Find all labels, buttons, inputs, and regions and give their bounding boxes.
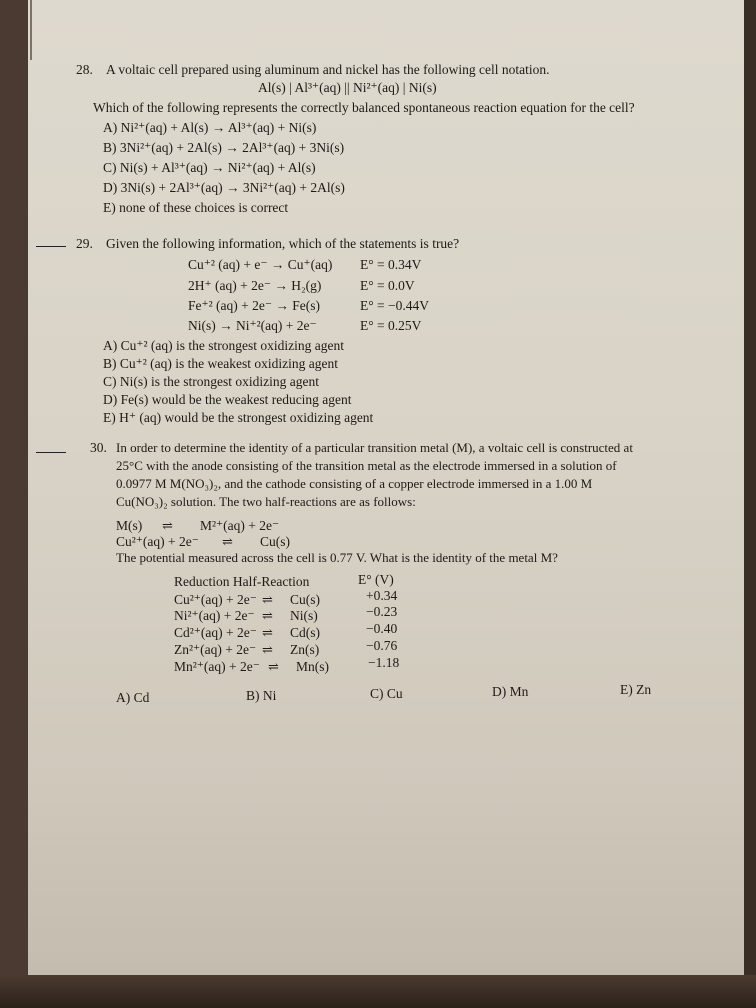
q29-reaction-4: Ni(s) → Ni⁺²(aq) + 2e⁻ — [188, 318, 317, 333]
q29-choice-d[interactable]: D) Fe(s) would be the weakest reducing agent — [103, 392, 352, 407]
table-row-cd-right: Cd(s) — [290, 625, 320, 640]
table-row-zn-e: −0.76 — [366, 638, 398, 653]
q29-potential-3: E° = −0.44V — [360, 298, 429, 313]
q30-half1-left: M(s) — [116, 518, 143, 533]
q30-choice-d[interactable]: D) Mn — [492, 684, 529, 699]
q29-choice-e[interactable]: E) H⁺ (aq) would be the strongest oxidizing agent — [103, 410, 374, 425]
q30-stem-line-1: In order to determine the identity of a particular transition metal (M), a voltaic cell is constructed at — [116, 440, 633, 455]
q30-stem-line-3: 0.0977 M M(NO₃)₂, and the cathode consisting of a copper electrode immersed in a 1.00 M — [116, 476, 593, 491]
q30-answer-blank[interactable] — [36, 452, 66, 453]
q30-choice-b[interactable]: B) Ni — [246, 688, 277, 703]
table-row-cu-left: Cu²⁺(aq) + 2e⁻ — [174, 592, 257, 607]
q28-number: 28. — [76, 62, 93, 77]
q30-potential-question: The potential measured across the cell is 0.77 V. What is the identity of the metal M? — [116, 550, 558, 565]
equilibrium-arrow-icon: ⇌ — [222, 534, 233, 549]
equilibrium-arrow-icon: ⇌ — [262, 592, 273, 607]
page-edge-shadow — [0, 0, 28, 975]
table-row-cu-e: +0.34 — [366, 588, 398, 603]
q29-choice-c[interactable]: C) Ni(s) is the strongest oxidizing agent — [103, 374, 319, 389]
table-header-potential: E° (V) — [358, 572, 394, 587]
table-row-zn-right: Zn(s) — [290, 642, 320, 657]
q29-answer-blank[interactable] — [36, 246, 66, 247]
q30-stem-line-2: 25°C with the anode consisting of the transition metal as the electrode immersed in a solution of — [116, 458, 617, 473]
table-row-mn-e: −1.18 — [368, 655, 400, 670]
table-row-mn-left: Mn²⁺(aq) + 2e⁻ — [174, 659, 260, 674]
equilibrium-arrow-icon: ⇌ — [262, 608, 273, 623]
equilibrium-arrow-icon: ⇌ — [162, 518, 173, 533]
table-row-zn-left: Zn²⁺(aq) + 2e⁻ — [174, 642, 257, 657]
equilibrium-arrow-icon: ⇌ — [262, 625, 273, 640]
q28-choice-c[interactable]: C) Ni(s) + Al³⁺(aq) → Ni²⁺(aq) + Al(s) — [103, 160, 316, 175]
table-row-cd-e: −0.40 — [366, 621, 398, 636]
q28-question: Which of the following represents the correctly balanced spontaneous reaction equation for the cell? — [93, 100, 635, 115]
q28-choice-a[interactable]: A) Ni²⁺(aq) + Al(s) → Al³⁺(aq) + Ni(s) — [103, 120, 317, 135]
table-row-cd-left: Cd²⁺(aq) + 2e⁻ — [174, 625, 257, 640]
margin-mark — [30, 0, 32, 60]
q29-potential-2: E° = 0.0V — [360, 278, 415, 293]
q28-choice-d[interactable]: D) 3Ni(s) + 2Al³⁺(aq) → 3Ni²⁺(aq) + 2Al(s) — [103, 180, 345, 195]
q29-reaction-1: Cu⁺² (aq) + e⁻ → Cu⁺(aq) — [188, 257, 333, 272]
table-row-mn-right: Mn(s) — [296, 659, 329, 674]
q30-half1-right: M²⁺(aq) + 2e⁻ — [200, 518, 280, 533]
q28-cell-notation: Al(s) | Al³⁺(aq) || Ni²⁺(aq) | Ni(s) — [258, 80, 437, 95]
q29-number: 29. — [76, 236, 93, 251]
table-row-cu-right: Cu(s) — [290, 592, 320, 607]
equilibrium-arrow-icon: ⇌ — [262, 642, 273, 657]
q30-half2-right: Cu(s) — [260, 534, 290, 549]
q29-potential-4: E° = 0.25V — [360, 318, 422, 333]
floor-background — [0, 975, 756, 1008]
q29-choice-a[interactable]: A) Cu⁺² (aq) is the strongest oxidizing agent — [103, 338, 345, 353]
table-row-ni-left: Ni²⁺(aq) + 2e⁻ — [174, 608, 255, 623]
table-header-reaction: Reduction Half-Reaction — [174, 574, 310, 589]
q30-half2-left: Cu²⁺(aq) + 2e⁻ — [116, 534, 199, 549]
equilibrium-arrow-icon: ⇌ — [268, 659, 279, 674]
q29-choice-b[interactable]: B) Cu⁺² (aq) is the weakest oxidizing agent — [103, 356, 338, 371]
q28-choice-b[interactable]: B) 3Ni²⁺(aq) + 2Al(s) → 2Al³⁺(aq) + 3Ni(s) — [103, 140, 345, 155]
table-row-ni-e: −0.23 — [366, 604, 398, 619]
table-row-ni-right: Ni(s) — [290, 608, 318, 623]
q29-reaction-3: Fe⁺² (aq) + 2e⁻ → Fe(s) — [188, 298, 321, 313]
q28-choice-e[interactable]: E) none of these choices is correct — [103, 200, 289, 215]
q29-stem: Given the following information, which of the statements is true? — [106, 236, 460, 251]
q29-potential-1: E° = 0.34V — [360, 257, 422, 272]
q30-choice-c[interactable]: C) Cu — [370, 686, 403, 701]
q30-choice-e[interactable]: E) Zn — [620, 682, 652, 697]
q28-stem: A voltaic cell prepared using aluminum and nickel has the following cell notation. — [106, 62, 550, 77]
q30-choice-a[interactable]: A) Cd — [116, 690, 150, 705]
q29-reaction-2: 2H⁺ (aq) + 2e⁻ → H₂(g) — [188, 278, 322, 293]
q30-number: 30. — [90, 440, 107, 455]
q30-stem-line-4: Cu(NO₃)₂ solution. The two half-reactions are as follows: — [116, 494, 416, 509]
